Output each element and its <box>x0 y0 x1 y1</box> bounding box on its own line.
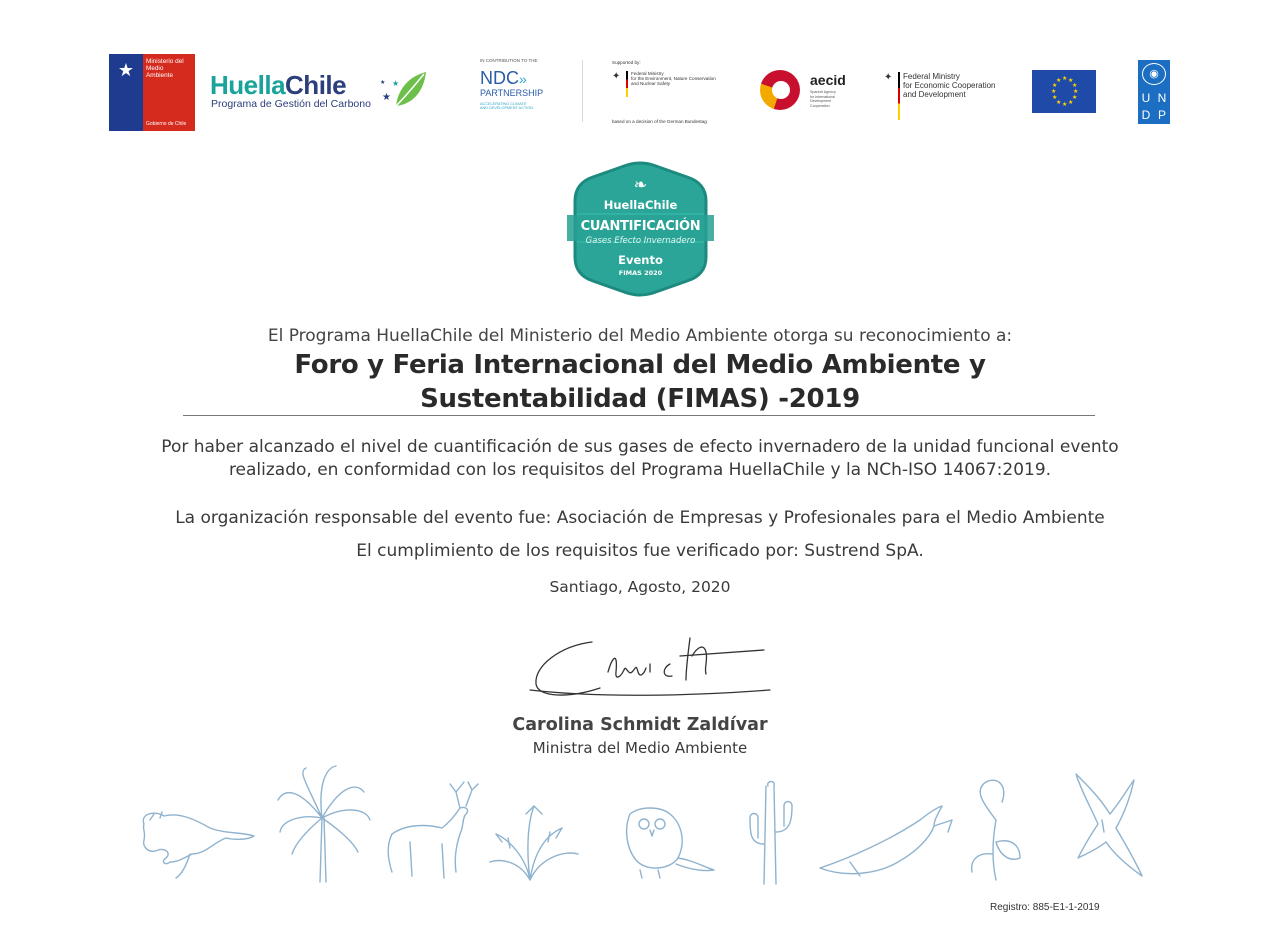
undp-letter: U <box>1139 90 1153 106</box>
bmz-text: Federal Ministry for Economic Cooperation and Development <box>903 72 996 99</box>
svg-text:★: ★ <box>1068 77 1074 84</box>
ministerio-logo-footer: Gobierno de Chile <box>146 121 187 127</box>
ndc-chevrons-icon: » <box>519 71 527 87</box>
partner-logos-strip <box>0 0 1280 140</box>
svg-text:★: ★ <box>1062 101 1068 108</box>
organization-name-line1: Foro y Feria Internacional del Medio Ambiente y <box>294 350 986 380</box>
bmu-ministry-block <box>612 71 742 97</box>
responsible-organization: La organización responsable del evento fue: Asociación de Empresas y Profesionales para el Medio Ambiente <box>175 508 1105 528</box>
native-fauna-illustration <box>130 762 1150 897</box>
organization-name <box>0 348 1280 416</box>
aecid-subtext: Spanish Agency for International Development Cooperation <box>810 90 836 108</box>
ministerio-logo-text: Ministerio del Medio Ambiente <box>146 58 184 79</box>
owl-illustration <box>627 808 714 878</box>
ndc-top-text: IN CONTRIBUTION TO THE <box>480 58 538 63</box>
ndc-tagline: ACCELERATING CLIMATE AND DEVELOPMENT ACTION <box>480 102 533 110</box>
signer-role: Ministra del Medio Ambiente <box>532 739 748 757</box>
place-date: Santiago, Agosto, 2020 <box>549 578 731 596</box>
huellachile-name-part-a: Huella <box>210 70 286 100</box>
certificate-body <box>0 436 1280 482</box>
svg-text:★: ★ <box>1052 94 1058 101</box>
huellachile-logo-name <box>210 70 346 101</box>
flower-illustration <box>972 780 1020 880</box>
leaf-stars-icon <box>378 70 428 110</box>
badge-subtitle: Gases Efecto Invernadero <box>585 236 696 246</box>
ndc-partnership-logo <box>480 58 560 124</box>
logo-divider <box>582 60 583 122</box>
svg-text:★: ★ <box>382 92 391 103</box>
bmu-logo <box>612 60 742 124</box>
cactus-illustration <box>750 782 792 885</box>
undp-logo <box>1138 60 1170 124</box>
svg-text:★: ★ <box>392 79 400 88</box>
aecid-name: aecid <box>810 72 846 88</box>
ministerio-logo <box>109 54 195 131</box>
huellachile-name-part-b: Chile <box>285 70 347 100</box>
svg-text:★: ★ <box>1072 94 1078 101</box>
svg-text:★: ★ <box>1068 99 1074 106</box>
registration-number: Registro: 885-E1-1-2019 <box>990 902 1100 913</box>
palm-tree-illustration <box>278 766 370 882</box>
certificate-body-line2: realizado, en conformidad con los requisitos del Programa HuellaChile y la NCh-ISO 14067:2019. <box>228 460 1052 480</box>
certificate-intro: El Programa HuellaChile del Ministerio del Medio Ambiente otorga su reconocimiento a: <box>267 326 1013 346</box>
undp-letter: N <box>1155 90 1169 106</box>
ndc-name-text: NDC <box>480 68 519 88</box>
name-underline <box>183 415 1095 416</box>
german-flag-bar <box>898 72 900 120</box>
eu-stars-icon <box>1032 70 1096 113</box>
huellachile-logo-subtitle: Programa de Gestión del Carbono <box>211 98 371 110</box>
badge-event: Evento <box>618 253 663 267</box>
chile-star-icon: ★ <box>117 60 135 81</box>
organization-name-line2: Sustentabilidad (FIMAS) -2019 <box>420 384 860 414</box>
whale-illustration <box>820 806 952 876</box>
badge-year: FIMAS 2020 <box>618 269 663 277</box>
svg-text:★: ★ <box>1062 75 1068 82</box>
aecid-c-icon <box>760 70 800 110</box>
bmu-decision-text: based on a decision of the German Bundestag <box>612 119 707 124</box>
svg-text:★: ★ <box>1056 77 1062 84</box>
svg-text:★: ★ <box>1072 82 1078 89</box>
fern-plant-illustration <box>490 806 578 880</box>
huellachile-logo <box>210 70 430 114</box>
certificate-body-line1: Por haber alcanzado el nivel de cuantificación de sus gases de efecto invernadero de la unidad funcional evento <box>161 437 1119 457</box>
bmu-supported-text: Supported by: <box>612 60 641 65</box>
condor-illustration <box>1076 774 1142 876</box>
german-eagle-icon: ✦ <box>612 71 621 82</box>
un-emblem-icon: ◉ <box>1142 63 1166 85</box>
ndc-partnership-text: PARTNERSHIP <box>480 88 544 98</box>
aecid-logo <box>760 70 860 115</box>
german-eagle-icon: ✦ <box>884 72 893 83</box>
german-flag-bar <box>626 71 628 97</box>
badge-brand: HuellaChile <box>603 198 678 212</box>
badge-title: CUANTIFICACIÓN <box>580 219 701 234</box>
svg-text:★: ★ <box>1056 99 1062 106</box>
signer-name: Carolina Schmidt Zaldívar <box>512 715 768 735</box>
svg-text:★: ★ <box>1073 88 1079 95</box>
puma-illustration <box>143 812 254 878</box>
undp-letter: D <box>1139 107 1153 123</box>
svg-text:★: ★ <box>1052 82 1058 89</box>
bmu-ministry-text: Federal Ministry for the Environment, Nature Conservation and Nuclear Safety <box>631 71 716 86</box>
ndc-name <box>480 69 560 88</box>
eu-flag-logo <box>1032 70 1096 113</box>
undp-letter: P <box>1155 107 1169 123</box>
handwritten-signature <box>520 628 780 708</box>
deer-illustration <box>388 782 478 878</box>
badge-leaf-icon: ❧ <box>633 175 648 194</box>
svg-text:★: ★ <box>1051 88 1057 95</box>
bmz-logo <box>884 72 1004 120</box>
svg-text:★: ★ <box>380 79 386 86</box>
quantification-badge <box>567 161 714 297</box>
verifier-statement: El cumplimiento de los requisitos fue verificado por: Sustrend SpA. <box>356 541 924 561</box>
